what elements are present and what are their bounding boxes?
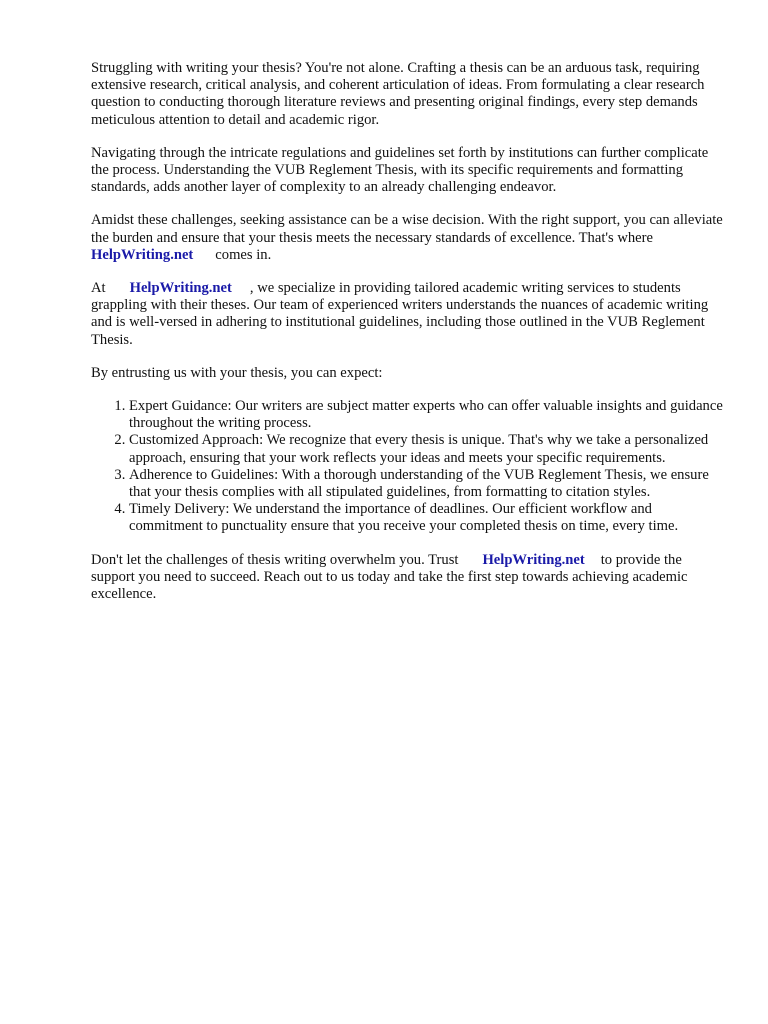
paragraph-closing	[91, 552, 723, 604]
helpwriting-link-2[interactable]: HelpWriting.net	[129, 280, 232, 297]
document-body	[91, 60, 723, 619]
paragraph-assistance	[91, 212, 723, 264]
paragraph-services-text: , we specialize in providing tailored academic writing services to students grappling with their theses. Our team of experienced writers understands the nuances of academic writing and is well-versed in adhering to institutional guidelines, including those outlined in the VUB Reglement Thesis.	[91, 280, 709, 348]
list-item: 4. Timely Delivery: We understand the importance of deadlines. Our efficient workflow and commitment to punctuality ensure that you receive your completed thesis on time, every time.	[129, 501, 723, 535]
paragraph-regulations: Navigating through the intricate regulations and guidelines set forth by institutions can further complicate the process. Understanding the VUB Reglement Thesis, with its specific requirements and formatting standards, adds another layer of complexity to an already challenging endeavor.	[91, 144, 709, 196]
list-item: 3. Adherence to Guidelines: With a thorough understanding of the VUB Reglement Thesis, we ensure that your thesis complies with all stipulated guidelines, from formatting to citation styles.	[129, 467, 723, 501]
benefits-list	[91, 398, 723, 536]
paragraph-closing-tail: to provide the support you need to succeed. Reach out to us today and take the first step towards achieving academic excellence.	[91, 551, 688, 603]
paragraph-assistance-tail: comes in.	[215, 246, 272, 263]
paragraph-assistance-text: Amidst these challenges, seeking assistance can be a wise decision. With the right support, you can alleviate the burden and ensure that your thesis meets the necessary standards of excellence. That's where	[91, 212, 723, 246]
paragraph-intro: Struggling with writing your thesis? You're not alone. Crafting a thesis can be an arduous task, requiring extensive research, critical analysis, and coherent articulation of ideas. From formulating a clear research question to conducting thorough literature reviews and presenting original findings, every step demands meticulous attention to detail and academic rigor.	[91, 60, 705, 128]
helpwriting-link-3[interactable]: HelpWriting.net	[482, 551, 585, 568]
list-item: 2. Customized Approach: We recognize that every thesis is unique. That's why we take a personalized approach, ensuring that your work reflects your ideas and meets your specific requirements.	[129, 432, 723, 466]
paragraph-services-lead: At	[91, 280, 106, 297]
paragraph-expect: By entrusting us with your thesis, you can expect:	[91, 364, 383, 381]
helpwriting-link-1[interactable]: HelpWriting.net	[91, 246, 194, 263]
list-item: 1. Expert Guidance: Our writers are subject matter experts who can offer valuable insights and guidance throughout the writing process.	[129, 398, 723, 432]
paragraph-services	[91, 280, 723, 349]
paragraph-closing-text: Don't let the challenges of thesis writing overwhelm you. Trust	[91, 551, 459, 568]
